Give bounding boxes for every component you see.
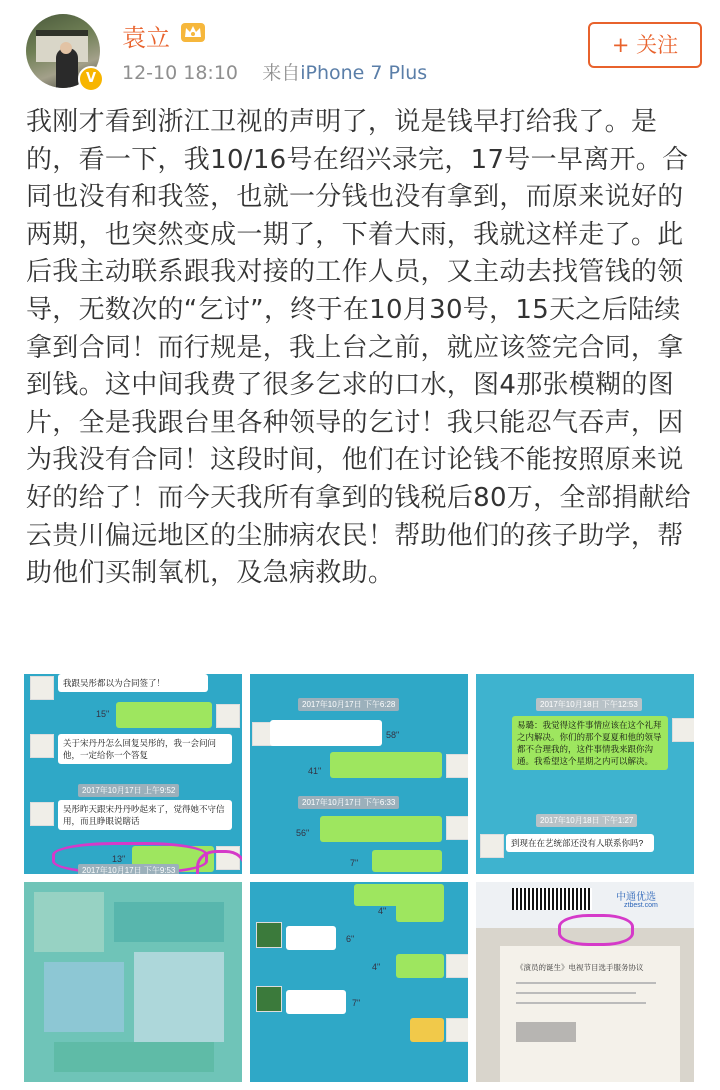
redacted-area <box>516 1022 576 1042</box>
chat-avatar <box>216 704 240 728</box>
contract-line <box>516 992 636 994</box>
chat-avatar <box>446 1018 468 1042</box>
voice-duration: 6" <box>346 934 355 944</box>
voice-duration: 13" <box>112 854 126 864</box>
username[interactable]: 袁立 <box>122 24 170 52</box>
voice-bubble <box>372 850 442 872</box>
voice-duration: 58" <box>386 730 400 740</box>
chat-timestamp: 2017年10月18日 下午1:27 <box>536 814 637 827</box>
chat-bubble: 易璐：我觉得这件事情应该在这个礼拜之内解决。你们的那个夏夏和他的领导都不合理我的，这件事情我来跟你沟通。我希望这个星期之内可以解决。 <box>512 716 668 770</box>
chat-bubble: 关于宋丹丹怎么回复吴彤的，我一会问问他，一定给你一个答复 <box>58 734 232 764</box>
verified-badge-icon: V <box>78 66 104 92</box>
highlight-ring <box>558 914 634 946</box>
voice-bubble <box>330 752 442 778</box>
follow-button[interactable]: + 关注 <box>588 22 702 68</box>
image-tile-3[interactable] <box>476 674 694 874</box>
voice-bubble <box>286 926 336 950</box>
post-text: 我刚才看到浙江卫视的声明了，说是钱早打给我了。是的，看一下，我10/16号在绍兴录完，17号一早离开。合同也没有和我签，也就一分钱也没有拿到，而原来说好的两期，也突然变成一期了，下着大雨，我就这样走了。此后我主动联系跟我对接的工作人员，又主动去找管钱的领导，无数次的“乞讨”，终于在10月30号，15天之后陆续拿到合同！而行规是，我上台之前，就应该签完合同，拿到钱。这中间我费了很多乞求的口水，图4那张模糊的图片，全是我跟台里各种领导的乞讨！我只能忍气吞声，因为我没有合同！这段时间，他们在讨论钱不能按照原来说好的给了！而今天我所有拿到的钱税后80万，全部捐献给云贵川偏远地区的尘肺病农民！帮助他们的孩子助学，帮助他们买制氧机，及急病救助。 <box>26 107 691 589</box>
blurred-region <box>54 1042 214 1072</box>
image-tile-2[interactable] <box>250 674 468 874</box>
image-tile-1[interactable] <box>24 674 242 874</box>
emoji-bubble <box>410 1018 444 1042</box>
chat-avatar <box>30 802 54 826</box>
brand-name: 中通优选 <box>616 892 656 903</box>
chat-timestamp: 2017年10月17日 下午6:33 <box>298 796 399 809</box>
voice-duration: 56" <box>296 828 310 838</box>
chat-avatar <box>256 986 282 1012</box>
voice-duration: 4" <box>378 906 387 916</box>
avatar-face <box>60 42 72 54</box>
voice-bubble <box>320 816 442 842</box>
blurred-region <box>34 892 104 952</box>
voice-bubble <box>286 990 346 1014</box>
blurred-region <box>44 962 124 1032</box>
voice-duration: 7" <box>352 998 361 1008</box>
voice-duration: 7" <box>350 858 359 868</box>
image-tile-4[interactable] <box>24 882 242 1082</box>
contract-title: 《演员的诞生》电视节目选手服务协议 <box>516 963 644 972</box>
barcode <box>512 888 592 910</box>
blurred-region <box>134 952 224 1042</box>
chat-avatar <box>30 676 54 700</box>
image-tile-5[interactable] <box>250 882 468 1082</box>
chat-bubble: 到现在在艺统部还没有人联系你吗? <box>506 834 654 852</box>
post-meta <box>122 58 427 85</box>
chat-timestamp: 2017年10月17日 下午9:53 <box>78 864 179 874</box>
chat-bubble: 吴彤昨天跟宋丹丹吵起来了，觉得她不守信用，而且睁眼说瞎话 <box>58 800 232 830</box>
source-prefix: 来自 <box>262 62 301 84</box>
highlight-ring <box>196 850 242 874</box>
avatar-person <box>56 48 78 88</box>
brand-sub: ztbest.com <box>624 902 658 909</box>
contract-line <box>516 982 656 984</box>
image-tile-6[interactable] <box>476 882 694 1082</box>
chat-timestamp: 2017年10月17日 下午6:28 <box>298 698 399 711</box>
chat-avatar <box>480 834 504 858</box>
chat-avatar <box>446 754 468 778</box>
blurred-region <box>114 902 224 942</box>
voice-bubble <box>396 954 444 978</box>
image-grid <box>24 674 696 1084</box>
voice-bubble <box>396 898 444 922</box>
voice-bubble <box>116 702 212 728</box>
voice-bubble <box>270 720 382 746</box>
chat-avatar <box>30 734 54 758</box>
voice-duration: 15" <box>96 709 110 719</box>
post-header <box>0 0 720 100</box>
post-time: 12-10 18:10 <box>122 62 239 84</box>
post-source[interactable]: iPhone 7 Plus <box>300 62 428 84</box>
voice-duration: 4" <box>372 962 381 972</box>
chat-avatar <box>446 954 468 978</box>
chat-avatar <box>446 816 468 840</box>
chat-timestamp: 2017年10月18日 下午12:53 <box>536 698 642 711</box>
chat-bubble: 我跟吴彤都以为合同签了！ <box>58 674 208 692</box>
chat-avatar <box>672 718 694 742</box>
contract-line <box>516 1002 646 1004</box>
chat-timestamp: 2017年10月17日 上午9:52 <box>78 784 179 797</box>
voice-duration: 41" <box>308 766 322 776</box>
crown-icon <box>180 20 206 44</box>
chat-avatar <box>256 922 282 948</box>
